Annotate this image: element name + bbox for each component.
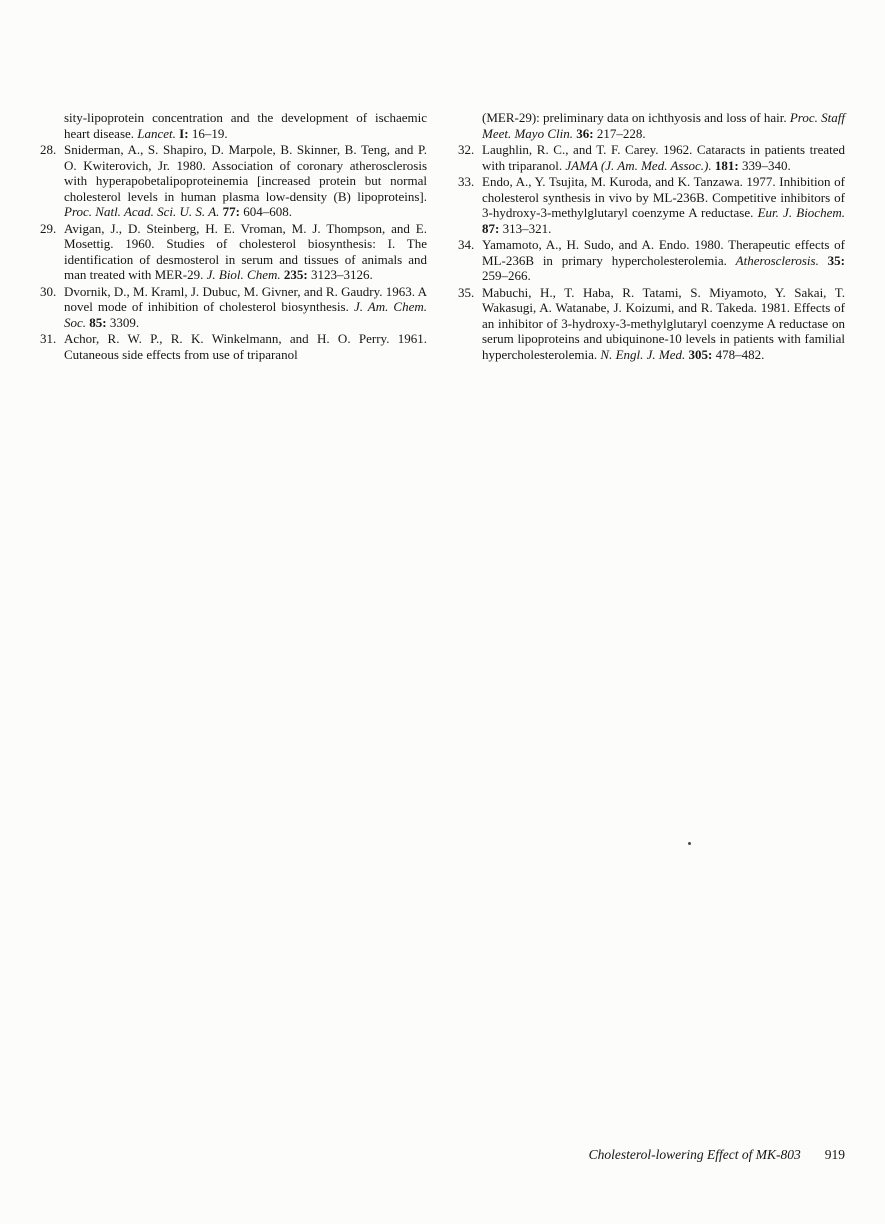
text-run: N. Engl. J. Med. [600, 346, 686, 362]
reference-item [40, 221, 427, 283]
references-section [40, 110, 845, 363]
print-speck [688, 842, 691, 845]
text-run: 235: [283, 267, 308, 282]
text-run: 478–482. [712, 346, 765, 362]
reference-text [64, 142, 427, 220]
reference-continuation [458, 110, 845, 141]
text-run: Sniderman, A., S. Shapiro, D. Marpole, B. Skinner, B. Teng, and P. O. Kwiterovich, Jr. 1980. Association of coronary atherosclerosis with hyperapobetalipoproteinemia [increased protein but normal cholesterol levels in human plasma low-density (B) lipoproteins]. [64, 142, 427, 204]
page-footer [40, 1146, 845, 1163]
text-run: 604–608. [239, 204, 292, 219]
reference-number: 35. [458, 284, 475, 300]
reference-continuation [40, 110, 427, 141]
reference-number: 31. [40, 331, 57, 346]
reference-item [458, 142, 845, 173]
text-run: Achor, R. W. P., R. K. Winkelmann, and H. O. Perry. 1961. Cutaneous side effects from use of triparanol [64, 331, 427, 362]
text-run: 3309. [106, 314, 140, 330]
reference-number: 29. [40, 220, 57, 236]
text-run: Mabuchi, H., T. Haba, R. Tatami, S. Miyamoto, Y. Sakai, T. Wakasugi, A. Watanabe, J. Koizumi, and R. Takeda. 1981. Effects of an inhibitor of 3-hydroxy-3-methylglutaryl coenzyme A reductase on serum lipoproteins and ubiquinone-10 levels in patients with familial hypercholesterolemia. [482, 284, 845, 362]
text-run: 16–19. [188, 125, 228, 141]
text-run: Dvornik, D., M. Kraml, J. Dubuc, M. Givner, and R. Gaudry. 1963. A novel mode of inhibition of cholesterol biosynthesis. [64, 283, 427, 314]
references-column-right [458, 110, 845, 363]
text-run: 36: [576, 125, 594, 141]
reference-text [482, 237, 845, 284]
reference-item [458, 174, 845, 236]
text-run: 3123–3126. [307, 267, 373, 282]
reference-text [482, 142, 845, 173]
text-run: 313–321. [499, 220, 552, 236]
reference-number: 33. [458, 174, 475, 189]
reference-text [482, 174, 845, 236]
text-run: 77: [222, 204, 240, 219]
references-column-left [40, 110, 427, 363]
text-run: 259–266. [482, 268, 531, 283]
reference-text [64, 110, 427, 141]
reference-item [40, 142, 427, 220]
reference-number [458, 110, 482, 141]
text-run: JAMA (J. Am. Med. Assoc.). [565, 157, 712, 173]
text-run: Avigan, J., D. Steinberg, H. E. Vroman, M. J. Thompson, and E. Mosettig. 1960. Studies of cholesterol biosynthesis: I. The identification of desmosterol in serum and tissues of animals and man treated with MER-29. [64, 220, 427, 282]
reference-item [458, 285, 845, 363]
reference-number [40, 110, 64, 141]
text-run: 339–340. [738, 157, 791, 173]
text-run: 181: [714, 157, 739, 173]
text-run: J. Biol. Chem. [206, 267, 281, 282]
reference-item [458, 237, 845, 284]
text-run: Lancet. [137, 125, 176, 141]
text-run: Yamamoto, A., H. Sudo, and A. Endo. 1980. Therapeutic effects of ML-236B in primary hypercholesterolemia. [482, 237, 845, 268]
running-title: Cholesterol-lowering Effect of MK-803 [588, 1147, 801, 1162]
text-run: 217–228. [593, 125, 646, 141]
text-run: Proc. Natl. Acad. Sci. U. S. A. [64, 204, 220, 219]
reference-number: 32. [458, 142, 475, 157]
text-run: Atherosclerosis. [735, 252, 819, 268]
text-run: I: [179, 125, 189, 141]
reference-number: 30. [40, 283, 57, 299]
text-run: 305: [688, 346, 713, 362]
text-run: 35: [827, 252, 845, 268]
page-number: 919 [824, 1147, 845, 1162]
text-run: 85: [89, 314, 107, 330]
reference-text [64, 221, 427, 283]
reference-text [64, 284, 427, 331]
text-run: Eur. J. Biochem. [757, 205, 845, 220]
text-run: Laughlin, R. C., and T. F. Carey. 1962. Cataracts in patients treated with triparanol. [482, 142, 845, 173]
text-run: J. Am. Chem. Soc. [64, 299, 427, 330]
text-run: (MER-29): preliminary data on ichthyosis and loss of hair. [482, 110, 790, 125]
text-run: sity-lipoprotein concentration and the development of ischaemic heart disease. [64, 110, 427, 141]
reference-text [482, 285, 845, 363]
text-run [819, 253, 828, 268]
reference-item [40, 284, 427, 331]
text-run: Proc. Staff Meet. Mayo Clin. [482, 110, 845, 141]
reference-text [64, 331, 427, 362]
reference-number: 34. [458, 237, 475, 252]
reference-number: 28. [40, 142, 57, 157]
reference-text [482, 110, 845, 141]
text-run: Endo, A., Y. Tsujita, M. Kuroda, and K. Tanzawa. 1977. Inhibition of cholesterol synthesis in vivo by ML-236B. Competitive inhibitors of 3-hydroxy-3-methylglutaryl coenzyme A reductase. [482, 174, 845, 220]
text-run: 87: [482, 220, 500, 236]
reference-item [40, 331, 427, 362]
